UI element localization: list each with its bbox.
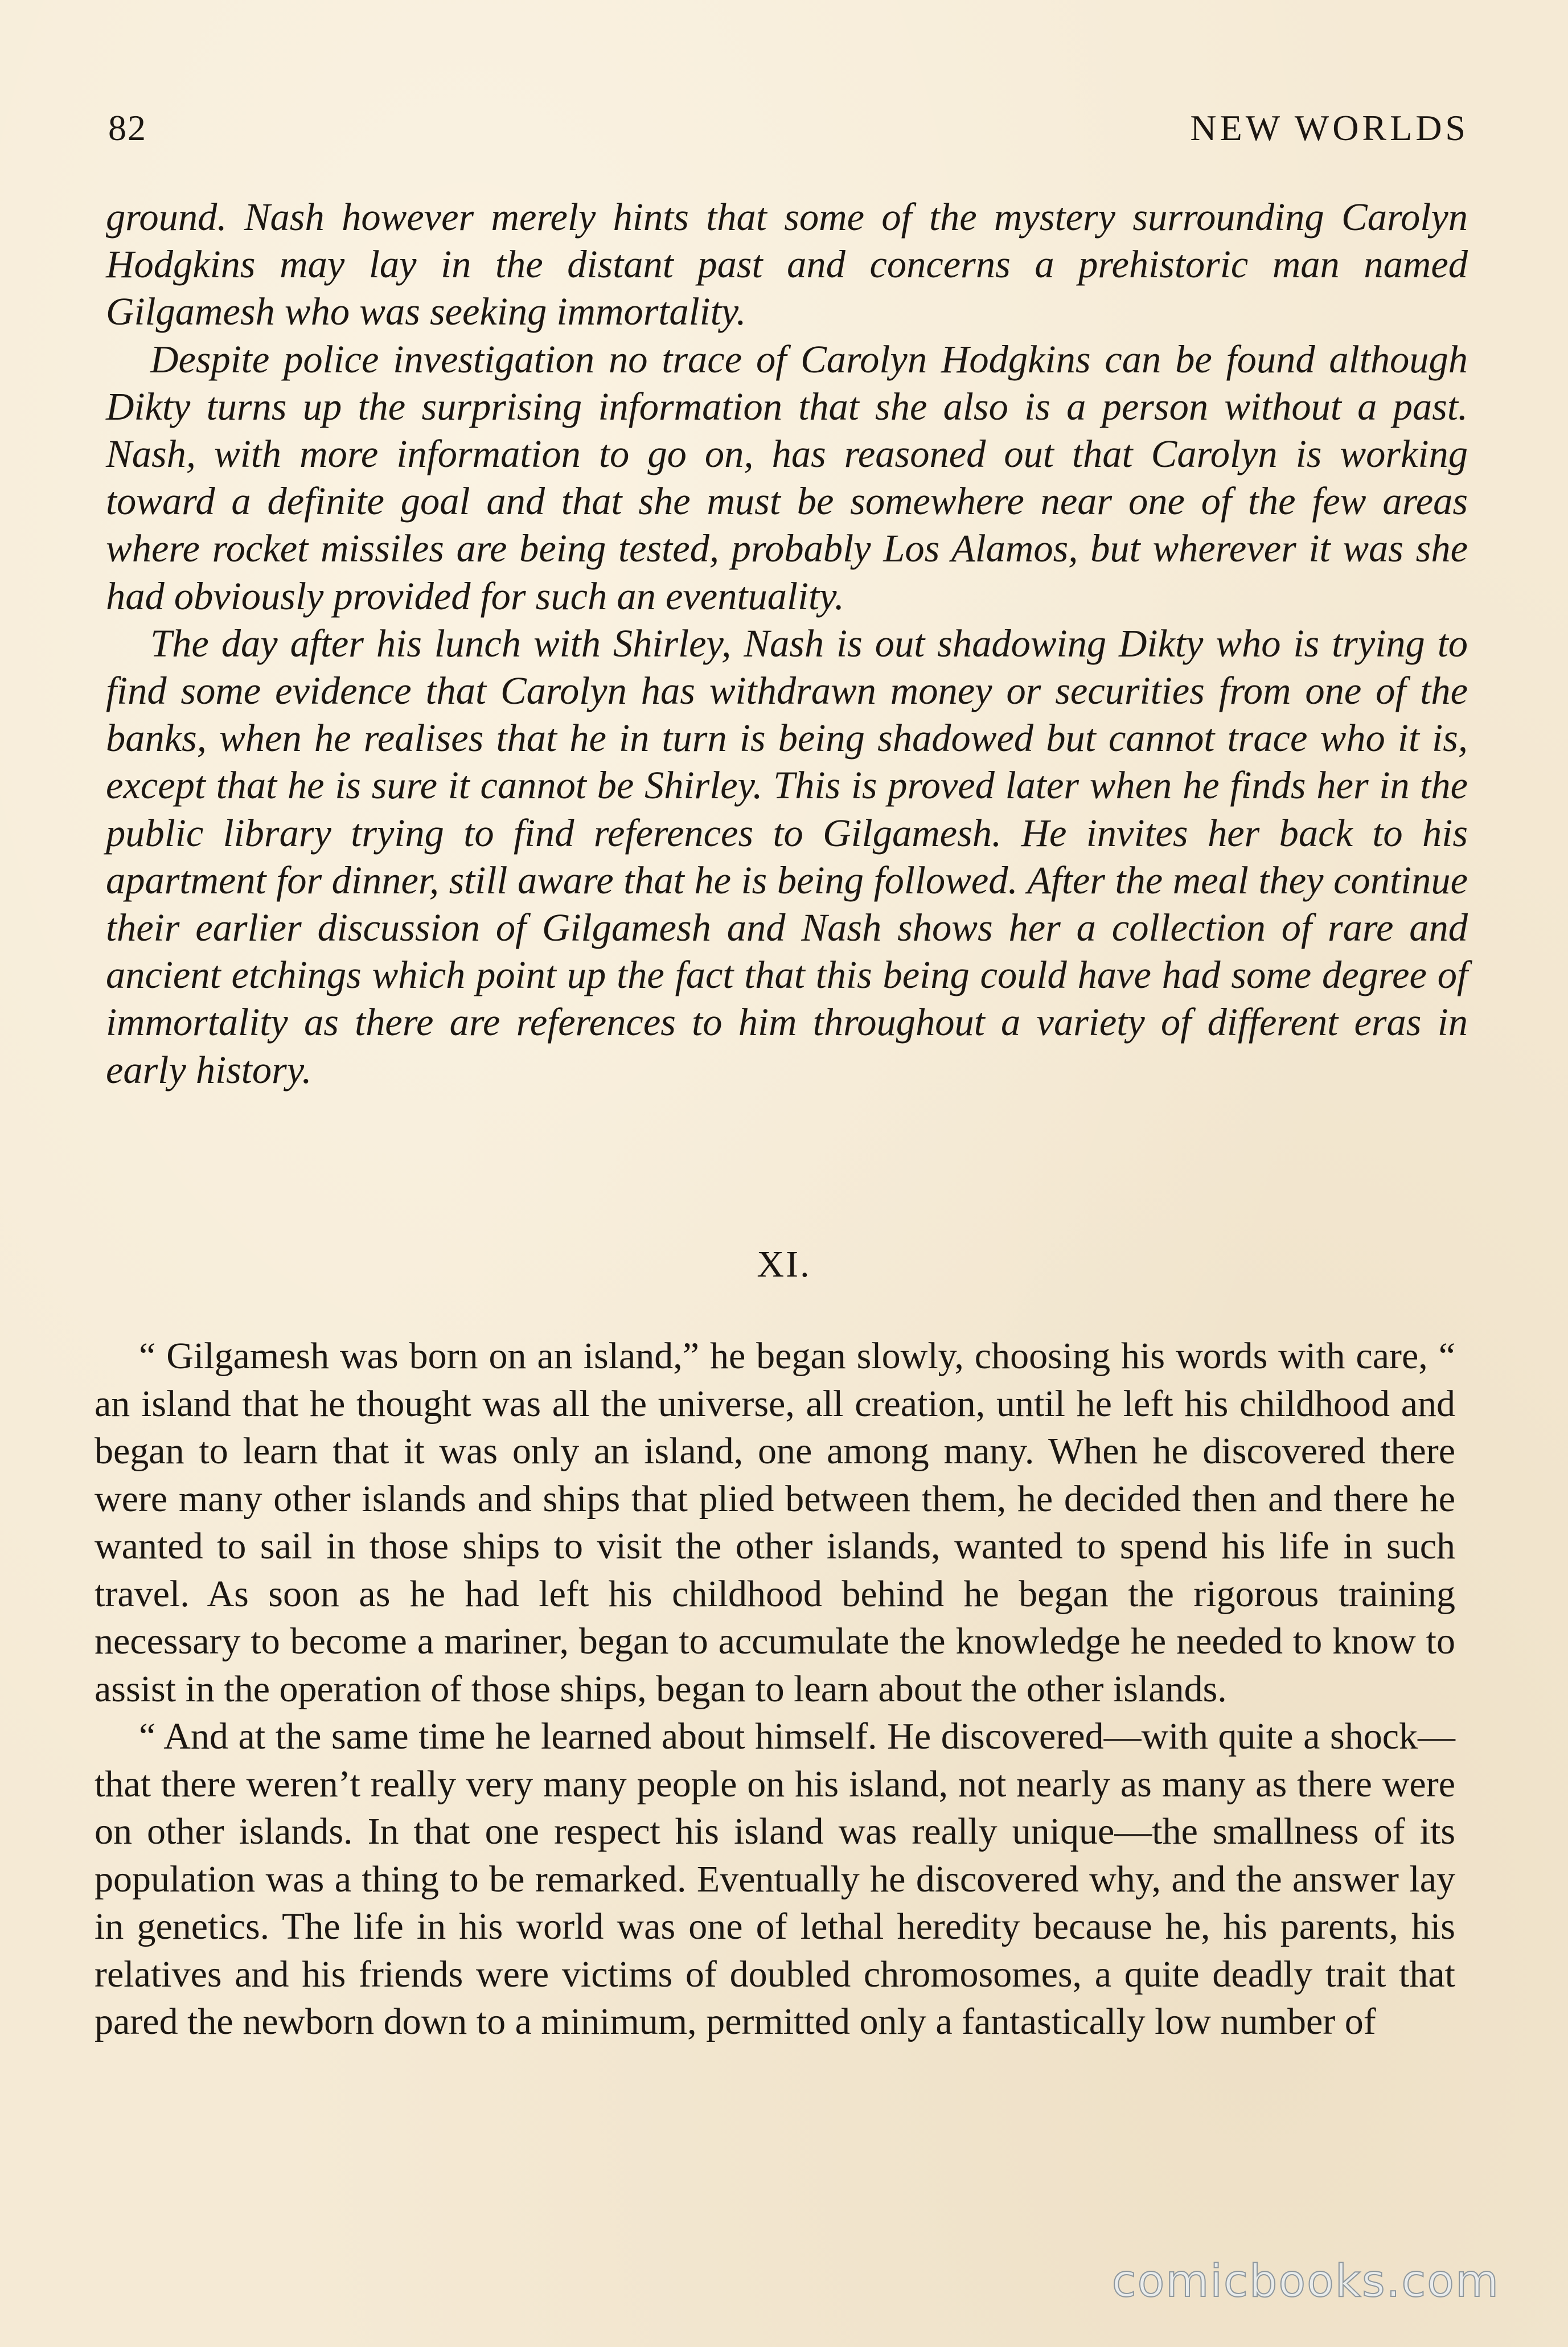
- body-paragraph: “ And at the same time he learned about himself. He discovered—with quite a shock—that there weren’t really very many people on his island, not nearly as many as there were on other islands. In that one respect his island was really unique—the smallness of its population was a thing to be remarked. Eventually he discovered why, and the answer lay in genetics. The life in his world was one of lethal heredity because he, his parents, his relatives and his friends were victims of doubled chromosomes, a quite deadly trait that pared the newborn down to a minimum, permitted only a fantastically low number of: [95, 1716, 1455, 2042]
- page-number: 82: [108, 108, 147, 148]
- body-paragraph: “ Gilgamesh was born on an island,” he began slowly, choosing his words with care, “ an island that he thought was all the universe, all creation, until he left his childhood and began to learn that it was only an island, one among many. When he discovered there were many other islands and ships that plied between them, he decided then and there he wanted to sail in those ships to visit the other islands, wanted to spend his life in such travel. As soon as he had left his childhood behind he began the rigorous training necessary to become a mariner, began to accumulate the knowledge he needed to know to assist in the operation of those ships, began to learn about the other islands.: [95, 1335, 1455, 1710]
- chapter-heading: XI.: [757, 1244, 811, 1285]
- synopsis-section: [106, 194, 1468, 1094]
- synopsis-paragraph: Despite police investigation no trace of Carolyn Hodgkins can be found although Dikty turns up the surprising information that she also is a person without a past. Nash, with more information to go on, has reasoned out that Carolyn is working toward a definite goal and that she must be somewhere near one of the few areas where rocket missiles are being tested, probably Los Alamos, but wherever it was she had obviously provided for such an eventuality.: [106, 337, 1468, 618]
- watermark: comicbooks.com: [1111, 2256, 1500, 2307]
- synopsis-paragraph: The day after his lunch with Shirley, Nash is out shadowing Dikty who is trying to find some evidence that Carolyn has withdrawn money or securities from one of the banks, when he realises that he in turn is being shadowed but cannot trace who it is, except that he is sure it cannot be Shirley. This is proved later when he finds her in the public library trying to find references to Gilgamesh. He invites her back to his apartment for dinner, still aware that he is being followed. After the meal they continue their earlier discussion of Gilgamesh and Nash shows her a collection of rare and ancient etchings which point up the fact that this being could have had some degree of immortality as there are references to him throughout a variety of different eras in early history.: [106, 621, 1468, 1092]
- chapter-body: [95, 1332, 1455, 2046]
- page-header: [108, 102, 1469, 154]
- synopsis-paragraph: ground. Nash however merely hints that some of the mystery surrounding Carolyn Hodgkins may lay in the distant past and concerns a prehistoric man named Gilgamesh who was seeking immortality.: [106, 195, 1468, 334]
- running-title: NEW WORLDS: [1190, 108, 1469, 148]
